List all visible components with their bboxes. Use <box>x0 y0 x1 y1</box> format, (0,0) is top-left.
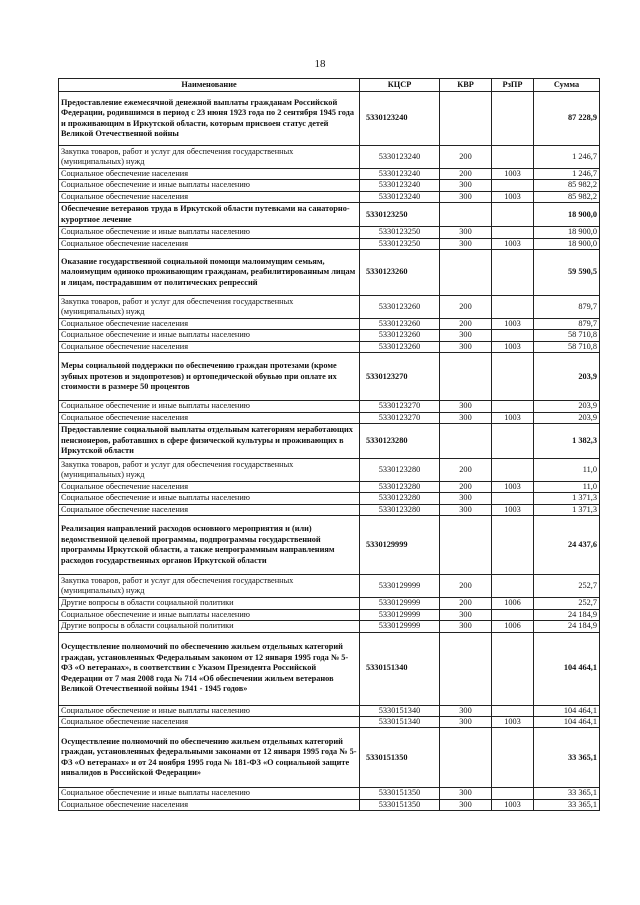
cell-rzpr: 1003 <box>492 412 534 423</box>
cell-rzpr: 1003 <box>492 319 534 330</box>
cell-sum: 24 184,9 <box>534 609 600 620</box>
cell-rzpr <box>492 459 534 482</box>
table-row <box>59 609 600 620</box>
cell-sum: 87 228,9 <box>534 92 600 146</box>
cell-kvr: 300 <box>440 341 492 352</box>
cell-kvr: 200 <box>440 319 492 330</box>
cell-name: Социальное обеспечение населения <box>59 716 360 727</box>
table-row <box>59 632 600 705</box>
cell-kvr: 200 <box>440 296 492 319</box>
cell-rzpr <box>492 353 534 401</box>
cell-kcsr: 5330123280 <box>360 459 440 482</box>
cell-sum: 203,9 <box>534 412 600 423</box>
cell-kcsr: 5330151340 <box>360 632 440 705</box>
cell-name: Социальное обеспечение населения <box>59 238 360 249</box>
table-row <box>59 92 600 146</box>
page-number: 18 <box>314 58 326 70</box>
cell-sum: 1 371,3 <box>534 493 600 504</box>
cell-name: Реализация направлений расходов основного мероприятия и (или) ведомственной целевой программы, подпрограммы государственной программы Иркутской области, а также непрограммным направлениям расходов государственных органов Иркутской области <box>59 516 360 575</box>
table-row <box>59 341 600 352</box>
table-header-row <box>59 79 600 92</box>
cell-kvr: 300 <box>440 401 492 412</box>
table-row <box>59 238 600 249</box>
cell-sum: 879,7 <box>534 296 600 319</box>
cell-kcsr: 5330151340 <box>360 716 440 727</box>
table-row <box>59 296 600 319</box>
cell-name: Социальное обеспечение населения <box>59 191 360 202</box>
table-row <box>59 705 600 716</box>
table-row <box>59 504 600 515</box>
cell-rzpr <box>492 180 534 191</box>
cell-kcsr: 5330123260 <box>360 296 440 319</box>
cell-sum: 18 900,0 <box>534 227 600 238</box>
cell-kcsr: 5330151340 <box>360 705 440 716</box>
cell-kvr: 200 <box>440 482 492 493</box>
table-row <box>59 191 600 202</box>
cell-kvr: 300 <box>440 191 492 202</box>
cell-rzpr: 1003 <box>492 482 534 493</box>
cell-sum: 24 437,6 <box>534 516 600 575</box>
cell-name: Социальное обеспечение населения <box>59 319 360 330</box>
cell-kcsr: 5330123250 <box>360 203 440 227</box>
cell-rzpr: 1003 <box>492 504 534 515</box>
table-row <box>59 482 600 493</box>
cell-kcsr: 5330151350 <box>360 799 440 810</box>
table-row <box>59 412 600 423</box>
cell-sum: 104 464,1 <box>534 705 600 716</box>
table-row <box>59 169 600 180</box>
cell-kvr <box>440 516 492 575</box>
table-row <box>59 250 600 296</box>
cell-name: Социальное обеспечение населения <box>59 341 360 352</box>
cell-name: Социальное обеспечение населения <box>59 412 360 423</box>
cell-sum: 33 365,1 <box>534 799 600 810</box>
table-row <box>59 621 600 632</box>
cell-name: Социальное обеспечение и иные выплаты населению <box>59 227 360 238</box>
cell-name: Социальное обеспечение и иные выплаты населению <box>59 705 360 716</box>
cell-name: Осуществление полномочий по обеспечению жильем отдельных категорий граждан, установленных федеральными законами от 12 января 1995 года № 5-ФЗ «О ветеранах» и от 24 ноября 1995 года № 181-ФЗ «О социальной защите инвалидов в Российской Федерации» <box>59 728 360 788</box>
cell-name: Закупка товаров, работ и услуг для обеспечения государственных (муниципальных) нужд <box>59 575 360 598</box>
cell-kvr: 300 <box>440 412 492 423</box>
cell-kcsr: 5330151350 <box>360 788 440 799</box>
cell-kvr: 300 <box>440 705 492 716</box>
cell-sum: 58 710,8 <box>534 341 600 352</box>
cell-kcsr: 5330123280 <box>360 493 440 504</box>
table-row <box>59 424 600 459</box>
cell-sum: 252,7 <box>534 598 600 609</box>
table-row <box>59 516 600 575</box>
cell-kcsr: 5330123250 <box>360 227 440 238</box>
cell-rzpr: 1003 <box>492 191 534 202</box>
cell-kcsr: 5330123260 <box>360 341 440 352</box>
cell-kcsr: 5330123250 <box>360 238 440 249</box>
cell-sum: 85 982,2 <box>534 191 600 202</box>
cell-name: Оказание государственной социальной помощи малоимущим семьям, малоимущим одиноко проживающим гражданам, реабилитированным лицам и лицам, пострадавшим от политических репрессий <box>59 250 360 296</box>
cell-kvr <box>440 424 492 459</box>
cell-kcsr: 5330123260 <box>360 319 440 330</box>
cell-kcsr: 5330129999 <box>360 598 440 609</box>
cell-sum: 1 371,3 <box>534 504 600 515</box>
cell-sum: 1 246,7 <box>534 146 600 169</box>
cell-name: Предоставление ежемесячной денежной выплаты гражданам Российской Федерации, родившимся в период с 23 июня 1923 года по 2 сентября 1945 года и проживающим в Иркутской области, которым присвоен статус детей Великой Отечественной войны <box>59 92 360 146</box>
cell-name: Социальное обеспечение населения <box>59 482 360 493</box>
cell-sum: 33 365,1 <box>534 728 600 788</box>
table-row <box>59 319 600 330</box>
budget-table <box>58 78 600 811</box>
table-row <box>59 353 600 401</box>
cell-sum: 11,0 <box>534 459 600 482</box>
cell-sum: 1 246,7 <box>534 169 600 180</box>
cell-kcsr: 5330123280 <box>360 504 440 515</box>
cell-kcsr: 5330123280 <box>360 482 440 493</box>
cell-sum: 18 900,0 <box>534 203 600 227</box>
cell-kcsr: 5330123280 <box>360 424 440 459</box>
cell-kcsr: 5330123260 <box>360 250 440 296</box>
cell-rzpr <box>492 609 534 620</box>
cell-rzpr <box>492 516 534 575</box>
cell-kvr <box>440 353 492 401</box>
table-row <box>59 716 600 727</box>
cell-kvr: 300 <box>440 227 492 238</box>
cell-rzpr <box>492 92 534 146</box>
cell-kvr <box>440 92 492 146</box>
cell-sum: 104 464,1 <box>534 632 600 705</box>
cell-sum: 1 382,3 <box>534 424 600 459</box>
table-row <box>59 401 600 412</box>
table-row <box>59 598 600 609</box>
cell-sum: 252,7 <box>534 575 600 598</box>
cell-rzpr <box>492 493 534 504</box>
cell-rzpr <box>492 401 534 412</box>
cell-rzpr <box>492 203 534 227</box>
cell-name: Социальное обеспечение населения <box>59 799 360 810</box>
cell-kcsr: 5330129999 <box>360 516 440 575</box>
cell-kvr <box>440 728 492 788</box>
cell-name: Другие вопросы в области социальной политики <box>59 621 360 632</box>
cell-kvr: 200 <box>440 146 492 169</box>
cell-kvr: 300 <box>440 716 492 727</box>
cell-kvr: 300 <box>440 609 492 620</box>
cell-kcsr: 5330129999 <box>360 621 440 632</box>
cell-kcsr: 5330123270 <box>360 353 440 401</box>
table-row <box>59 799 600 810</box>
cell-rzpr <box>492 250 534 296</box>
table-row <box>59 459 600 482</box>
cell-rzpr <box>492 788 534 799</box>
cell-kcsr: 5330123270 <box>360 412 440 423</box>
cell-name: Социальное обеспечение населения <box>59 504 360 515</box>
cell-kvr <box>440 632 492 705</box>
cell-rzpr <box>492 296 534 319</box>
cell-kvr: 300 <box>440 330 492 341</box>
cell-rzpr <box>492 575 534 598</box>
cell-kvr: 200 <box>440 169 492 180</box>
cell-rzpr <box>492 227 534 238</box>
cell-sum: 58 710,8 <box>534 330 600 341</box>
cell-name: Социальное обеспечение и иные выплаты населению <box>59 180 360 191</box>
cell-rzpr <box>492 705 534 716</box>
cell-name: Закупка товаров, работ и услуг для обеспечения государственных (муниципальных) нужд <box>59 146 360 169</box>
cell-rzpr <box>492 728 534 788</box>
cell-sum: 104 464,1 <box>534 716 600 727</box>
cell-kvr: 300 <box>440 238 492 249</box>
table-row <box>59 203 600 227</box>
header-name: Наименование <box>59 79 360 92</box>
cell-sum: 33 365,1 <box>534 788 600 799</box>
table-body <box>59 92 600 811</box>
table-row <box>59 493 600 504</box>
table-row <box>59 330 600 341</box>
cell-rzpr: 1006 <box>492 598 534 609</box>
cell-kcsr: 5330123240 <box>360 146 440 169</box>
table-row <box>59 227 600 238</box>
table-row <box>59 575 600 598</box>
cell-kcsr: 5330123270 <box>360 401 440 412</box>
cell-sum: 203,9 <box>534 353 600 401</box>
cell-sum: 85 982,2 <box>534 180 600 191</box>
cell-rzpr: 1003 <box>492 341 534 352</box>
cell-rzpr <box>492 632 534 705</box>
cell-kvr: 300 <box>440 621 492 632</box>
cell-kcsr: 5330123240 <box>360 180 440 191</box>
cell-kcsr: 5330123240 <box>360 92 440 146</box>
cell-kvr <box>440 203 492 227</box>
cell-name: Социальное обеспечение населения <box>59 169 360 180</box>
cell-kvr: 300 <box>440 493 492 504</box>
cell-rzpr: 1003 <box>492 799 534 810</box>
cell-sum: 879,7 <box>534 319 600 330</box>
cell-name: Социальное обеспечение и иные выплаты населению <box>59 788 360 799</box>
cell-rzpr <box>492 424 534 459</box>
cell-kvr: 200 <box>440 575 492 598</box>
cell-name: Социальное обеспечение и иные выплаты населению <box>59 493 360 504</box>
cell-sum: 18 900,0 <box>534 238 600 249</box>
cell-kvr <box>440 250 492 296</box>
cell-kvr: 300 <box>440 799 492 810</box>
cell-kcsr: 5330123240 <box>360 169 440 180</box>
cell-name: Осуществление полномочий по обеспечению жильем отдельных категорий граждан, установленных Федеральным законом от 12 января 1995 года № 5-ФЗ «О ветеранах», в соответствии с Указом Президента Российской Федерации от 7 мая 2008 года № 714 «Об обеспечении жильем ветеранов Великой Отечественной войны 1941 - 1945 годов» <box>59 632 360 705</box>
cell-kvr: 200 <box>440 598 492 609</box>
cell-rzpr: 1003 <box>492 169 534 180</box>
cell-name: Социальное обеспечение и иные выплаты населению <box>59 330 360 341</box>
cell-name: Закупка товаров, работ и услуг для обеспечения государственных (муниципальных) нужд <box>59 296 360 319</box>
cell-kvr: 200 <box>440 459 492 482</box>
cell-sum: 11,0 <box>534 482 600 493</box>
header-sum: Сумма <box>534 79 600 92</box>
cell-rzpr <box>492 146 534 169</box>
header-rzpr: РзПР <box>492 79 534 92</box>
cell-kcsr: 5330129999 <box>360 575 440 598</box>
cell-kvr: 300 <box>440 180 492 191</box>
cell-kcsr: 5330129999 <box>360 609 440 620</box>
table-row <box>59 146 600 169</box>
cell-sum: 59 590,5 <box>534 250 600 296</box>
cell-name: Меры социальной поддержки по обеспечению граждан протезами (кроме зубных протезов и эндопротезов) и ортопедической обувью при оплате их стоимости в размере 50 процентов <box>59 353 360 401</box>
cell-sum: 24 184,9 <box>534 621 600 632</box>
cell-name: Социальное обеспечение и иные выплаты населению <box>59 609 360 620</box>
cell-kcsr: 5330151350 <box>360 728 440 788</box>
cell-rzpr: 1006 <box>492 621 534 632</box>
cell-name: Обеспечение ветеранов труда в Иркутской области путевками на санаторно-курортное лечение <box>59 203 360 227</box>
header-kvr: КВР <box>440 79 492 92</box>
cell-rzpr: 1003 <box>492 238 534 249</box>
cell-name: Закупка товаров, работ и услуг для обеспечения государственных (муниципальных) нужд <box>59 459 360 482</box>
cell-name: Социальное обеспечение и иные выплаты населению <box>59 401 360 412</box>
cell-kcsr: 5330123240 <box>360 191 440 202</box>
cell-kcsr: 5330123260 <box>360 330 440 341</box>
cell-rzpr: 1003 <box>492 716 534 727</box>
cell-kvr: 300 <box>440 788 492 799</box>
cell-sum: 203,9 <box>534 401 600 412</box>
cell-name: Предоставление социальной выплаты отдельным категориям неработающих пенсионеров, работавших в сфере физической культуры и проживающих в Иркутской области <box>59 424 360 459</box>
cell-kvr: 300 <box>440 504 492 515</box>
cell-name: Другие вопросы в области социальной политики <box>59 598 360 609</box>
table-row <box>59 788 600 799</box>
table-row <box>59 728 600 788</box>
header-kcsr: КЦСР <box>360 79 440 92</box>
table-row <box>59 180 600 191</box>
cell-rzpr <box>492 330 534 341</box>
